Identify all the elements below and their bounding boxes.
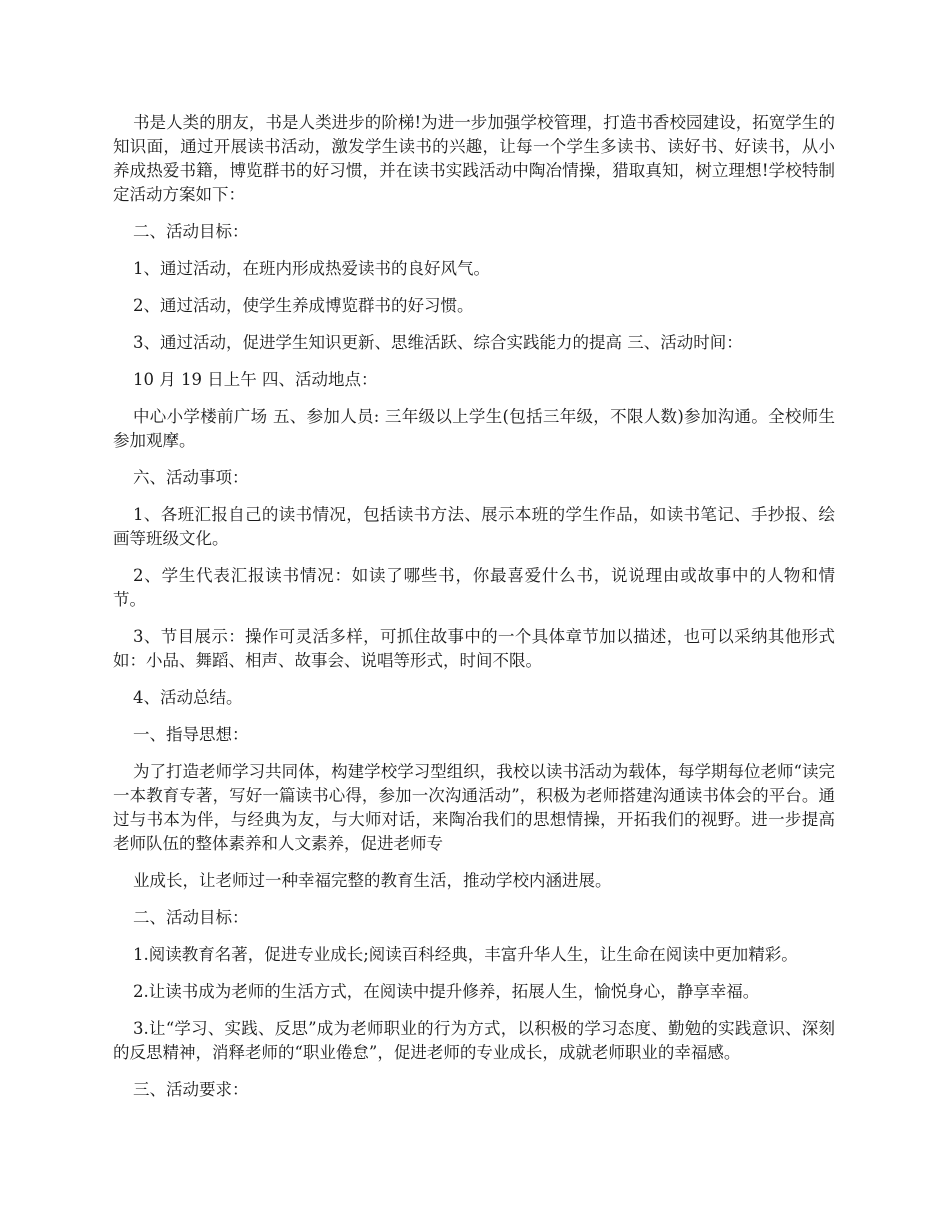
paragraph-intro: 书是人类的朋友，书是人类进步的阶梯!为进一步加强学校管理，打造书香校园建设，拓宽学生的知识面，通过开展读书活动，激发学生读书的兴趣，让每一个学生多读书、读好书、好读书，从小养成热爱书籍，博览群书的好习惯，并在读书实践活动中陶冶情操，猎取真知，树立理想!学校特制定活动方案如下： (113, 113, 835, 204)
activity-item-4: 4、活动总结。 (133, 688, 243, 707)
heading-activity-items: 六、活动事项： (133, 468, 249, 487)
document-body (113, 111, 835, 1115)
activity-item-3: 3、节目展示：操作可灵活多样，可抓住故事中的一个具体章节加以描述，也可以采纳其他形式如：小品、舞蹈、相声、故事会、说唱等形式，时间不限。 (113, 627, 835, 670)
teacher-goal-2: 2.让读书成为老师的生活方式，在阅读中提升修养，拓展人生，愉悦身心，静享幸福。 (133, 982, 760, 1001)
heading-activity-goals-2: 二、活动目标： (133, 908, 249, 927)
goal-item-3: 3、通过活动，促进学生知识更新、思维活跃、综合实践能力的提高 三、活动时间： (133, 333, 743, 352)
heading-activity-requirements: 三、活动要求： (133, 1080, 249, 1099)
guiding-ideology-continued: 业成长，让老师过一种幸福完整的教育生活，推动学校内涵进展。 (133, 871, 612, 890)
teacher-goal-3: 3.让“学习、实践、反思”成为老师职业的行为方式，以积极的学习态度、勤勉的实践意识、深刻的反思精神，消释老师的“职业倦怠”，促进老师的专业成长，成就老师职业的幸福感。 (113, 1019, 835, 1062)
heading-guiding-ideology: 一、指导思想： (133, 725, 249, 744)
activity-time: 10 月 19 日上午 四、活动地点： (133, 370, 378, 389)
goal-item-1: 1、通过活动，在班内形成热爱读书的良好风气。 (133, 259, 490, 278)
heading-activity-goals: 二、活动目标： (133, 222, 249, 241)
activity-item-2: 2、学生代表汇报读书情况：如读了哪些书，你最喜爱什么书，说说理由或故事中的人物和情节。 (113, 566, 835, 609)
activity-item-1: 1、各班汇报自己的读书情况，包括读书方法、展示本班的学生作品，如读书笔记、手抄报、绘画等班级文化。 (113, 505, 835, 548)
guiding-ideology-text: 为了打造老师学习共同体，构建学校学习型组织，我校以读书活动为载体，每学期每位老师“读完一本教育专著，写好一篇读书心得，参加一次沟通活动”，积极为老师搭建沟通读书体会的平台。通过与书本为伴，与经典为友，与大师对话，来陶冶我们的思想情操，开拓我们的视野。进一步提高老师队伍的整体素养和人文素养，促进老师专 (113, 762, 835, 853)
teacher-goal-1: 1.阅读教育名著，促进专业成长;阅读百科经典，丰富升华人生，让生命在阅读中更加精彩。 (133, 945, 798, 964)
goal-item-2: 2、通过活动，使学生养成博览群书的好习惯。 (133, 296, 474, 315)
activity-location-participants: 中心小学楼前广场 五、参加人员: 三年级以上学生(包括三年级，不限人数)参加沟通。全校师生参加观摩。 (113, 407, 835, 450)
